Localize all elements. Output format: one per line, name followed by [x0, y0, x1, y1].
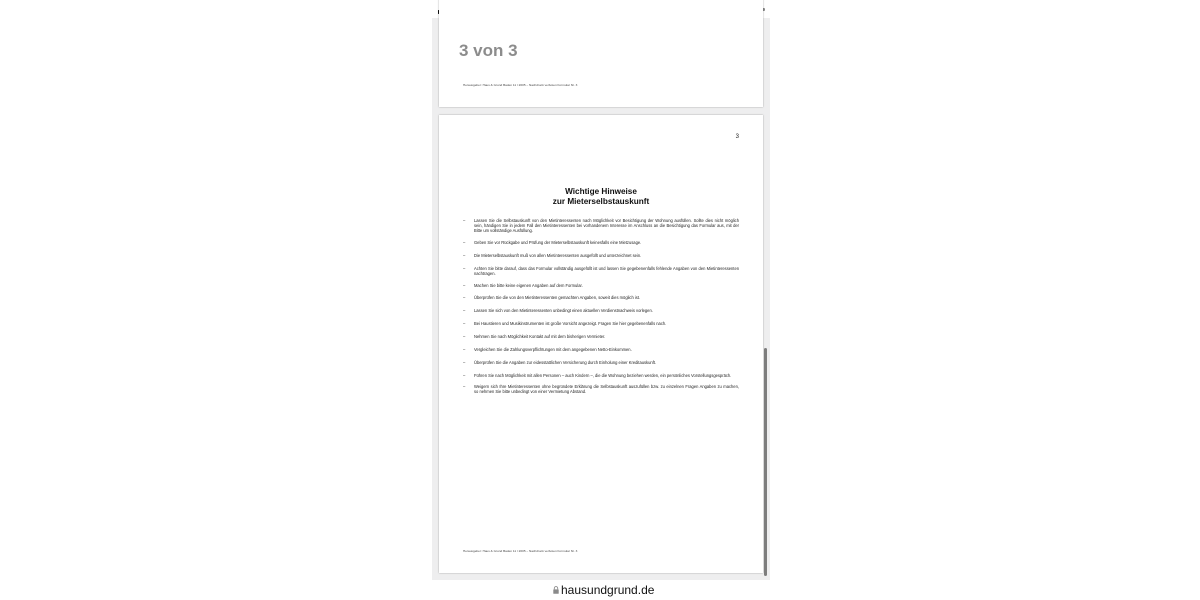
page-count-indicator: 3 von 3 [459, 41, 518, 60]
document-title [439, 187, 763, 207]
title-line-2: zur Mieterselbstauskunft [552, 197, 650, 206]
lock-icon [553, 586, 559, 594]
pdf-page-previous [439, 0, 763, 107]
list-item: – Führen Sie nach Möglichkeit mit allen Personen – auch Kindern –, die die Wohnung beziehen werden, ein persönliches Vorstellungsgespräch. [463, 372, 732, 378]
list-item: – Überprüfen Sie die von den Mietinteressenten gemachten Angaben, soweit dies möglich ist. [463, 295, 641, 301]
list-item: – Nehmen Sie nach Möglichkeit Kontakt auf mit dem bisherigen Vermieter. [463, 334, 606, 340]
list-item: – Weigern sich Ihre Mietinteressenten ohne begründete Erklärung die Selbstauskunft auszufüllen bzw. zu einzelnen Fragen Angaben zu machen, so nehmen Sie bitte unbedingt von einer Vermietung Abstand. [463, 384, 739, 395]
list-item: – Überprüfen Sie die Angaben zur eidesstattlichen Versicherung durch Einholung einer Kreditauskunft. [463, 359, 657, 365]
scrollbar[interactable] [764, 348, 767, 576]
list-item: – Vergleichen Sie die Zahlungsverpflichtungen mit dem angegebenen Netto-Einkommen. [463, 347, 632, 353]
battery-cap [763, 8, 765, 11]
phone-screen [432, 0, 770, 600]
hint-list [463, 218, 739, 400]
url-bar[interactable] [432, 580, 770, 600]
page-footer: Herausgeber: Haus & Grund Baden 11 / 2005 – Nachdruck verboten Formular Nr. 3 [463, 83, 578, 87]
list-item: – Lassen Sie sich von den Mietinteressenten unbedingt einen aktuellen Verdienstnachweis vorlegen. [463, 308, 653, 314]
url-text[interactable]: hausundgrund.de [561, 583, 655, 597]
list-item: – Machen Sie bitte keine eigenen Angaben auf dem Formular. [463, 282, 583, 288]
list-item: – Geben Sie vor Rückgabe und Prüfung der Mieterselbstauskunft keinesfalls eine Mietzusage. [463, 240, 642, 246]
list-item: – Bei Haustieren und Musikinstrumenten ist große Vorsicht angezeigt. Fragen Sie hier gegebenenfalls nach. [463, 321, 667, 327]
list-item: – Achten Sie bitte darauf, dass das Formular vollständig ausgefüllt ist und lassen Sie gegebenenfalls fehlende Angaben von den Mietinteressenten nachtragen. [463, 266, 739, 277]
title-line-1: Wichtige Hinweise [565, 187, 637, 196]
page-number: 3 [735, 134, 739, 140]
pdf-page-current [439, 115, 763, 573]
list-item: – Die Mieterselbstauskunft muß von allen Mietinteressenten ausgefüllt und unterzeichnet sein. [463, 253, 642, 259]
page-footer: Herausgeber: Haus & Grund Baden 11 / 2005 – Nachdruck verboten Formular Nr. 3 [463, 549, 578, 553]
list-item: – Lassen Sie die Selbstauskunft von den Mietinteressenten nach Möglichkeit vor Besichtigung der Wohnung ausfüllen. Sollte dies nicht möglich sein, händigen Sie in jedem Fall den Mietinteressenten bei vorhandenem Interesse im Anschluss an die Besichtigung das Formular aus, mit der Bitte um vollständige Ausfüllung. [463, 218, 739, 234]
